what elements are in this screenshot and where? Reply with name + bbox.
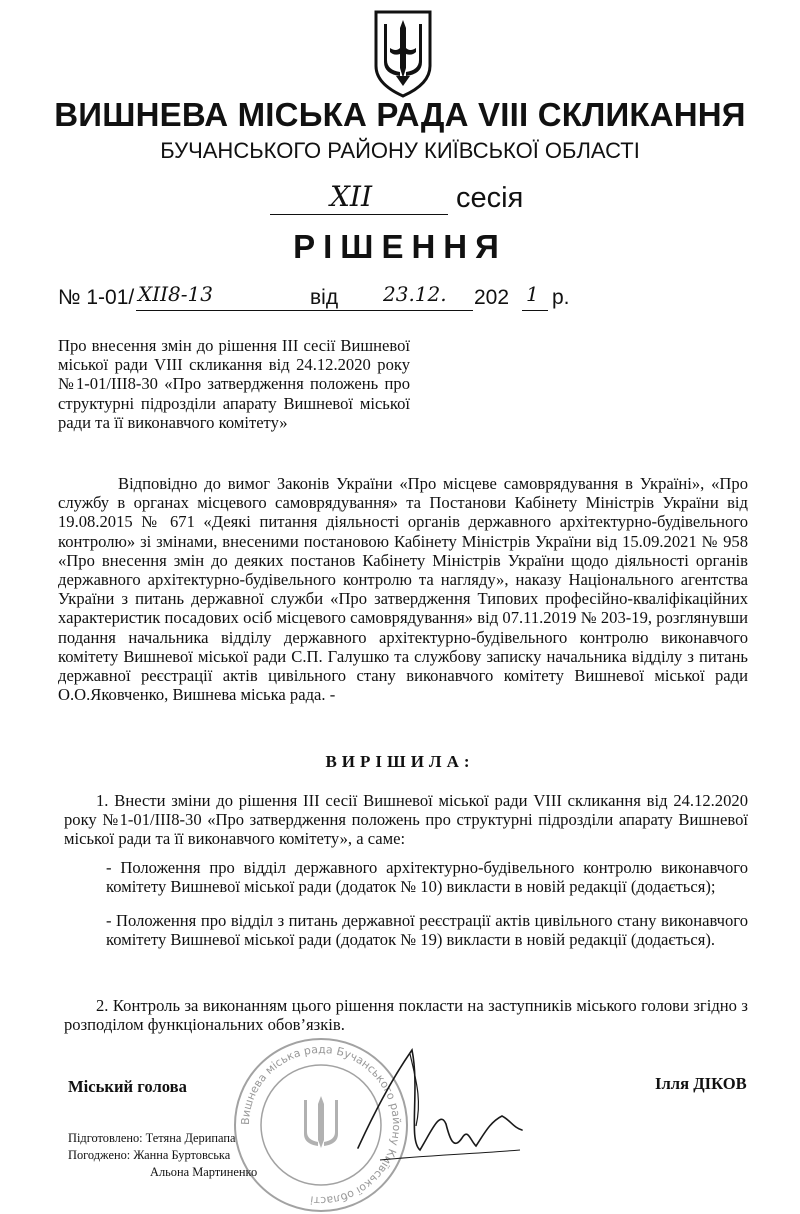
decision-title: РІШЕННЯ xyxy=(293,228,507,265)
date-prefix: від xyxy=(310,286,339,309)
mayor-label: Міський голова xyxy=(68,1077,187,1096)
number-blank-line xyxy=(136,310,358,311)
trident-emblem-icon xyxy=(372,8,434,98)
agreed-by: Погоджено: Жанна Буртовська xyxy=(68,1148,231,1162)
number-prefix: № 1-01/ xyxy=(58,286,135,309)
session-label: сесія xyxy=(456,182,524,214)
resolved-heading: ВИРІШИЛА: xyxy=(325,752,475,771)
agreed-by-second: Альона Мартиненко xyxy=(150,1165,258,1179)
resolution-subitem-1: - Положення про відділ державного архітектурно-будівельного контролю виконавчого комітету Вишневої міської ради (додаток № 10) викласти в новій редакції (додається); xyxy=(106,858,748,897)
decision-number: XII8-13 xyxy=(138,282,213,306)
year-suffix: р. xyxy=(552,286,570,309)
council-subtitle: БУЧАНСЬКОГО РАЙОНУ КИЇВСЬКОЇ ОБЛАСТІ xyxy=(160,138,640,163)
seal-ring-text: Вишнева міська рада Бучанського району Київської області xyxy=(238,1042,404,1208)
decision-subject: Про внесення змін до рішення ІІІ сесії Вишневої міської ради VIII скликання від 24.12.2020 року №1-01/ІІІ8-30 «Про затвердження положень про структурні підрозділи апарату Вишневої міської ради та її виконавчого комітету» xyxy=(58,336,410,432)
session-blank-line xyxy=(270,214,448,215)
year-digit: 1 xyxy=(526,282,539,306)
year-prefix: 202 xyxy=(474,286,510,309)
council-title: ВИШНЕВА МІСЬКА РАДА VIII СКЛИКАННЯ xyxy=(54,96,746,133)
resolution-item-2: 2. Контроль за виконанням цього рішення покласти на заступників міського голови згідно з розподілом функціональних обов’язків. xyxy=(64,996,748,1035)
resolution-subitem-2: - Положення про відділ з питань державної реєстрації актів цивільного стану виконавчого комітету Вишневої міської ради (додаток № 19) викласти в новій редакції (додається). xyxy=(106,911,748,950)
year-blank-line xyxy=(522,310,548,311)
date-blank-line xyxy=(343,310,473,311)
mayor-name: Ілля ДІКОВ xyxy=(655,1074,747,1093)
decision-number-line xyxy=(58,282,578,314)
session-number: XII xyxy=(330,180,373,213)
prepared-by: Підготовлено: Тетяна Дерипапа xyxy=(68,1131,236,1145)
preamble-paragraph: Відповідно до вимог Законів України «Про місцеве самоврядування в Україні», «Про службу в органах місцевого самоврядування» та Постанови Кабінету Міністрів України від 19.08.2015 № 671 «Деякі питання діяльності органів державного архітектурно-будівельного контролю» зі змінами, внесеними постановою Кабінету Міністрів України від 15.09.2021 № 958 «Про внесення змін до деяких постанов Кабінету Міністрів України щодо діяльності органів державного архітектурно-будівельного контролю та нагляду», наказу Національного агентства України з питань державної служби «Про затвердження Типових професійно-кваліфікаційних характеристик посадових осіб місцевого самоврядування» від 07.11.2019 № 203-19, розглянувши подання начальника відділу державного архітектурно-будівельного контролю виконавчого комітету Вишневої міської ради С.П. Галушко та службову записку начальника відділу з питань державної реєстрації актів цивільного стану виконавчого комітету Вишневої міської ради О.О.Яковченко, Вишнева міська рада. - xyxy=(58,474,748,705)
resolution-item-1: 1. Внести зміни до рішення ІІІ сесії Вишневої міської ради VIII скликання від 24.12.2020 року №1-01/ІІІ8-30 «Про затвердження положень про структурні підрозділи апарату Вишневої міської ради та її виконавчого комітету», а саме: xyxy=(64,791,748,849)
decision-date: 23.12. xyxy=(383,282,447,306)
handwritten-signature xyxy=(350,1030,530,1180)
session-line xyxy=(270,178,600,218)
